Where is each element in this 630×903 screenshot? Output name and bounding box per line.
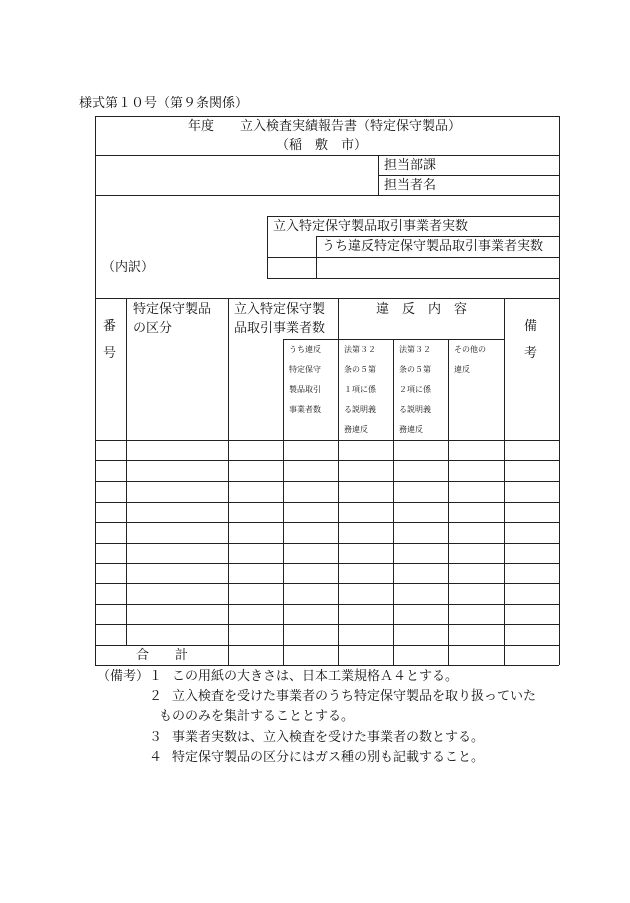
breakdown-violation-label: うち違反特定保守製品取引事業者実数 — [322, 239, 544, 254]
note-text: 立入検査を受けた事業者のうち特定保守製品を取り扱っていた — [172, 689, 537, 704]
sub-law1-2: 条の５第 — [344, 365, 376, 374]
sub-other-2: 違反 — [454, 365, 470, 374]
person-label: 担当者名 — [384, 178, 437, 193]
col-violation: 違 反 内 容 — [376, 302, 468, 317]
col-number-2: 号 — [103, 346, 117, 361]
note-num: １ — [149, 669, 163, 684]
sub-violator-4: 事業者数 — [289, 405, 321, 414]
sub-law2-4: る説明義 — [399, 405, 431, 414]
col-remarks-1: 備 — [524, 319, 538, 334]
sub-law1-3: １項に係 — [344, 385, 376, 394]
sub-law2-2: 条の５第 — [399, 365, 431, 374]
breakdown-label: （内訳） — [102, 260, 155, 275]
sub-violator-1: うち違反 — [289, 345, 321, 354]
note-text: もののみを集計することとする。 — [159, 709, 355, 724]
note-num: ３ — [149, 730, 163, 745]
note-text: 特定保守製品の区分にはガス種の別も記載すること。 — [172, 750, 485, 765]
sub-violator-3: 製品取引 — [289, 385, 321, 394]
col-business-1: 立入特定保守製 — [234, 302, 326, 317]
dept-label: 担当部課 — [384, 158, 437, 173]
note-num: ４ — [149, 750, 163, 765]
col-category-2: の区分 — [133, 321, 173, 336]
col-category-1: 特定保守製品 — [133, 302, 212, 317]
total-row-label: 合 計 — [136, 648, 189, 663]
sub-law1-5: 務違反 — [344, 425, 368, 434]
sub-law2-3: ２項に係 — [399, 385, 431, 394]
note-num: ２ — [149, 689, 163, 704]
sub-other-1: その他の — [454, 345, 486, 354]
report-title: 年度 立入検査実績報告書（特定保守製品） — [188, 119, 462, 134]
notes-heading: （備考） — [97, 669, 150, 684]
sub-law2-5: 務違反 — [399, 425, 423, 434]
sub-law2-1: 法第３２ — [399, 345, 431, 354]
note-text: この用紙の大きさは、日本工業規格Ａ４とする。 — [172, 669, 459, 684]
col-remarks-2: 考 — [524, 346, 538, 361]
note-text: 事業者実数は、立入検査を受けた事業者の数とする。 — [172, 730, 485, 745]
sub-violator-2: 特定保守 — [289, 365, 321, 374]
sub-law1-4: る説明義 — [344, 405, 376, 414]
sub-law1-1: 法第３２ — [344, 345, 376, 354]
form-label: 様式第１０号（第９条関係） — [79, 96, 249, 111]
city-name: （稲 敷 市） — [276, 138, 368, 153]
col-business-2: 品取引事業者数 — [234, 321, 326, 336]
breakdown-total-label: 立入特定保守製品取引事業者実数 — [273, 219, 469, 234]
col-number-1: 番 — [103, 319, 117, 334]
